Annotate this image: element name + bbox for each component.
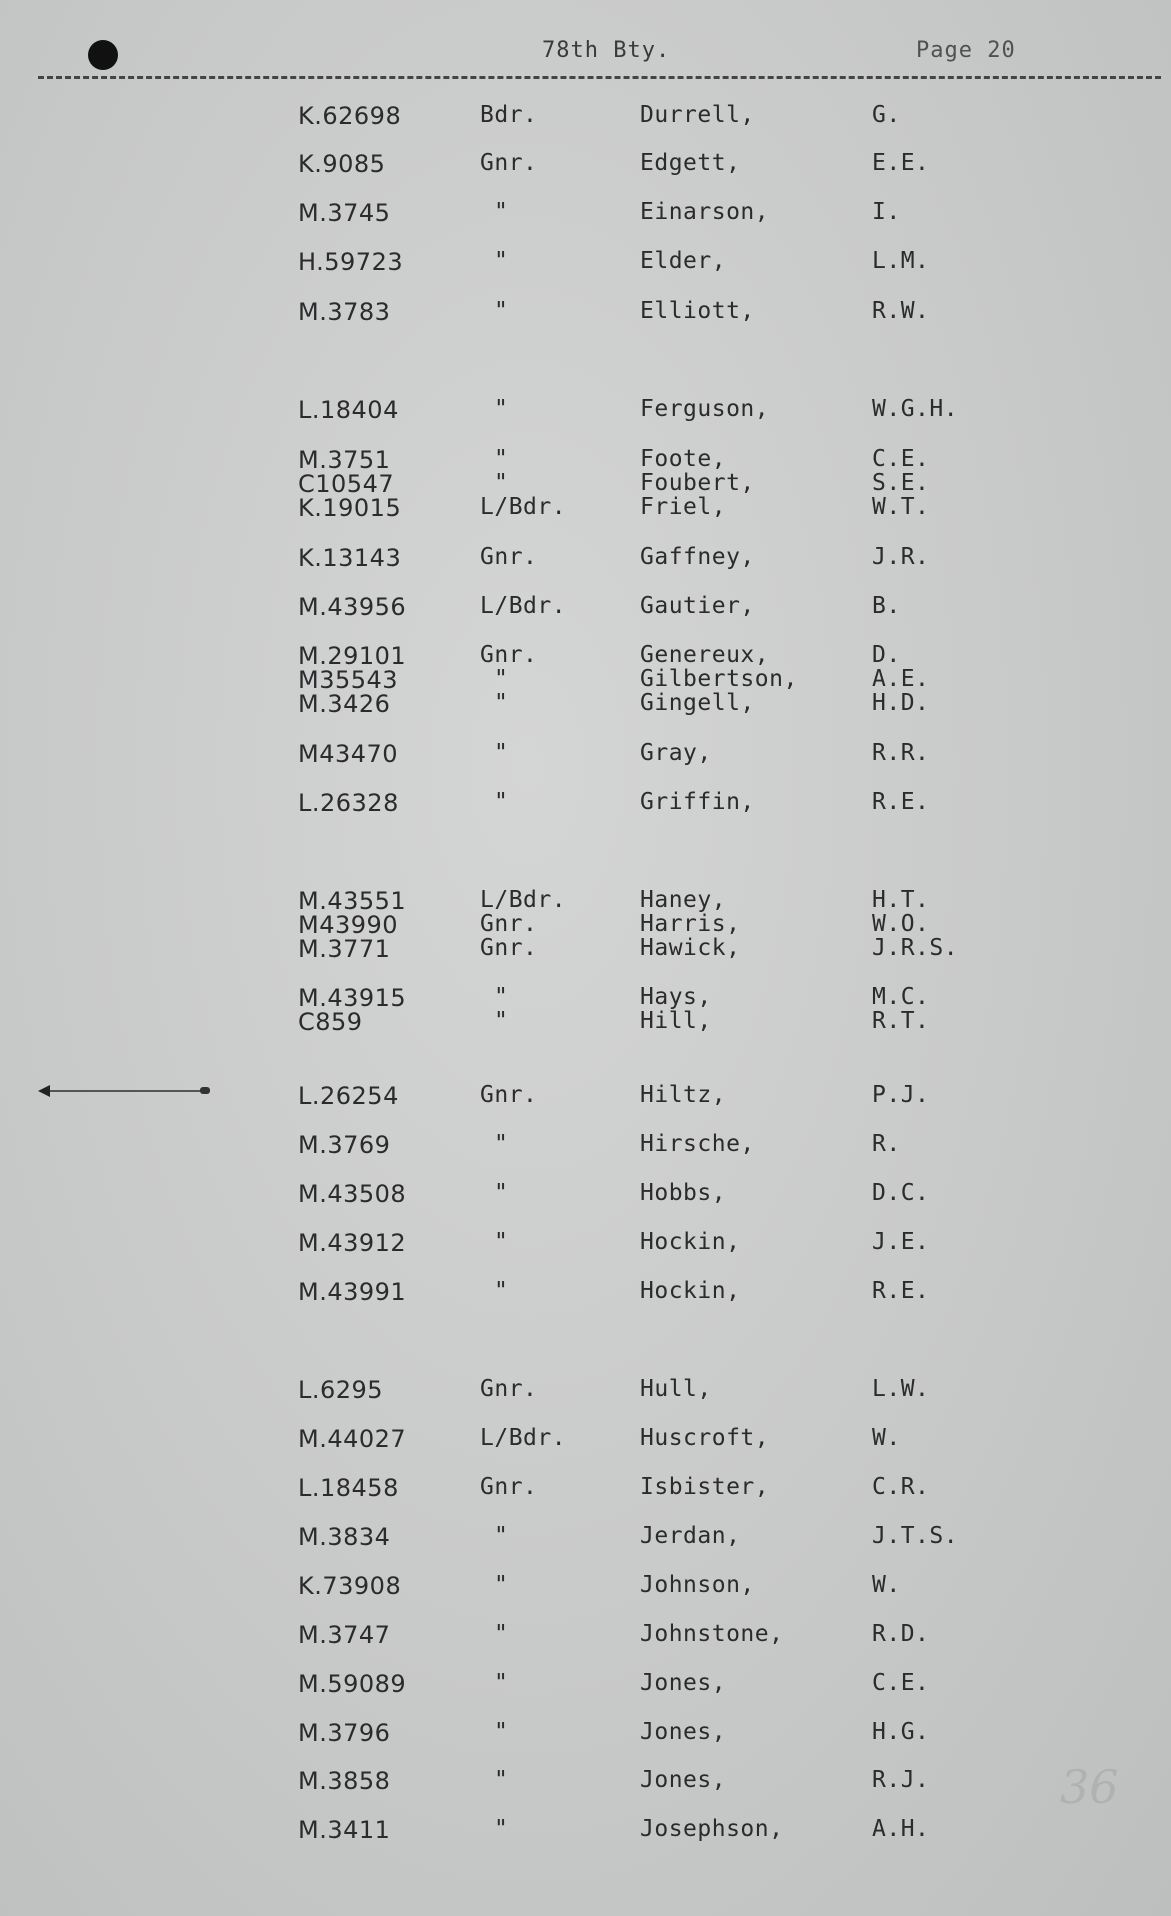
initials: R.T.: [872, 1008, 930, 1034]
roster-row: [0, 1278, 1171, 1304]
initials: G.: [872, 102, 901, 128]
surname: Gilbertson,: [640, 666, 798, 692]
initials: H.T.: [872, 887, 930, 913]
roster-row: [0, 887, 1171, 913]
initials: A.E.: [872, 666, 930, 692]
rank: L/Bdr.: [480, 887, 567, 913]
service-number: L.26328: [298, 789, 399, 817]
page-number: Page 20: [916, 38, 1016, 63]
rank: ": [494, 470, 509, 496]
surname: Friel,: [640, 494, 727, 520]
surname: Hays,: [640, 984, 712, 1010]
initials: R.J.: [872, 1767, 930, 1793]
surname: Elder,: [640, 248, 727, 274]
service-number: M.3783: [298, 298, 391, 326]
rank: Gnr.: [480, 911, 538, 937]
roster-row: [0, 935, 1171, 961]
service-number: M.3411: [298, 1816, 391, 1844]
rank: Gnr.: [480, 642, 538, 668]
service-number: C859: [298, 1008, 363, 1036]
rank: ": [494, 1008, 509, 1034]
service-number: M35543: [298, 666, 399, 694]
initials: B.: [872, 593, 901, 619]
rank: ": [494, 984, 509, 1010]
rank: ": [494, 396, 509, 422]
roster-row: [0, 1008, 1171, 1034]
rank: ": [494, 1131, 509, 1157]
initials: C.R.: [872, 1474, 930, 1500]
roster-row: [0, 1670, 1171, 1696]
surname: Foote,: [640, 446, 727, 472]
initials: L.M.: [872, 248, 930, 274]
initials: R.D.: [872, 1621, 930, 1647]
service-number: L.18458: [298, 1474, 399, 1502]
initials: H.G.: [872, 1719, 930, 1745]
roster-row: [0, 1474, 1171, 1500]
service-number: M.3426: [298, 690, 391, 718]
rank: L/Bdr.: [480, 593, 567, 619]
initials: J.R.S.: [872, 935, 959, 961]
rank: L/Bdr.: [480, 1425, 567, 1451]
initials: P.J.: [872, 1082, 930, 1108]
initials: R.E.: [872, 789, 930, 815]
initials: H.D.: [872, 690, 930, 716]
initials: J.E.: [872, 1229, 930, 1255]
service-number: M.44027: [298, 1425, 407, 1453]
roster-row: [0, 690, 1171, 716]
initials: R.W.: [872, 298, 930, 324]
surname: Hirsche,: [640, 1131, 755, 1157]
service-number: K.73908: [298, 1572, 402, 1600]
roster-row: [0, 1572, 1171, 1598]
header-dashed-rule: [38, 76, 1161, 79]
service-number: M.3745: [298, 199, 391, 227]
rank: Gnr.: [480, 935, 538, 961]
rank: Gnr.: [480, 1376, 538, 1402]
rank: ": [494, 740, 509, 766]
rank: Gnr.: [480, 1082, 538, 1108]
initials: W.O.: [872, 911, 930, 937]
initials: A.H.: [872, 1816, 930, 1842]
roster-row: [0, 666, 1171, 692]
service-number: M.43956: [298, 593, 407, 621]
surname: Durrell,: [640, 102, 755, 128]
surname: Hull,: [640, 1376, 712, 1402]
roster-row: [0, 1719, 1171, 1745]
surname: Jones,: [640, 1670, 727, 1696]
rank: ": [494, 1229, 509, 1255]
surname: Johnstone,: [640, 1621, 784, 1647]
roster-row: [0, 150, 1171, 176]
surname: Ferguson,: [640, 396, 770, 422]
roster-row: [0, 544, 1171, 570]
surname: Elliott,: [640, 298, 755, 324]
roster-row: [0, 1229, 1171, 1255]
punch-hole: [88, 40, 118, 70]
initials: W.: [872, 1425, 901, 1451]
roster-row: [0, 740, 1171, 766]
roster-row: [0, 789, 1171, 815]
surname: Jones,: [640, 1719, 727, 1745]
service-number: M.3858: [298, 1767, 391, 1795]
service-number: M.29101: [298, 642, 407, 670]
rank: Bdr.: [480, 102, 538, 128]
margin-note: 36: [1060, 1760, 1119, 1814]
service-number: K.13143: [298, 544, 402, 572]
roster-row: [0, 642, 1171, 668]
initials: J.T.S.: [872, 1523, 959, 1549]
service-number: M.3747: [298, 1621, 391, 1649]
service-number: M.43508: [298, 1180, 407, 1208]
initials: C.E.: [872, 446, 930, 472]
roster-row: [0, 199, 1171, 225]
rank: ": [494, 1180, 509, 1206]
surname: Einarson,: [640, 199, 770, 225]
rank: ": [494, 1816, 509, 1842]
rank: Gnr.: [480, 1474, 538, 1500]
service-number: M.59089: [298, 1670, 407, 1698]
service-number: M.3834: [298, 1523, 391, 1551]
surname: Hill,: [640, 1008, 712, 1034]
roster-row: [0, 1180, 1171, 1206]
roster-row: [0, 593, 1171, 619]
rank: ": [494, 690, 509, 716]
initials: C.E.: [872, 1670, 930, 1696]
service-number: M.43915: [298, 984, 407, 1012]
initials: W.: [872, 1572, 901, 1598]
initials: S.E.: [872, 470, 930, 496]
initials: R.E.: [872, 1278, 930, 1304]
rank: ": [494, 1278, 509, 1304]
surname: Hockin,: [640, 1229, 741, 1255]
initials: E.E.: [872, 150, 930, 176]
roster-row: [0, 470, 1171, 496]
roster-row: [0, 1621, 1171, 1647]
initials: R.R.: [872, 740, 930, 766]
surname: Hawick,: [640, 935, 741, 961]
roster-row: [0, 1082, 1171, 1108]
rank: ": [494, 446, 509, 472]
initials: I.: [872, 199, 901, 225]
surname: Hockin,: [640, 1278, 741, 1304]
roster-row: [0, 984, 1171, 1010]
rank: Gnr.: [480, 544, 538, 570]
service-number: M.3769: [298, 1131, 391, 1159]
service-number: L.18404: [298, 396, 399, 424]
rank: L/Bdr.: [480, 494, 567, 520]
surname: Foubert,: [640, 470, 755, 496]
service-number: C10547: [298, 470, 395, 498]
rank: ": [494, 1621, 509, 1647]
rank: Gnr.: [480, 150, 538, 176]
service-number: K.19015: [298, 494, 402, 522]
rank: ": [494, 789, 509, 815]
service-number: M.3771: [298, 935, 391, 963]
initials: D.: [872, 642, 901, 668]
surname: Gautier,: [640, 593, 755, 619]
service-number: M.43551: [298, 887, 407, 915]
initials: D.C.: [872, 1180, 930, 1206]
rank: ": [494, 1719, 509, 1745]
service-number: M.3796: [298, 1719, 391, 1747]
surname: Johnson,: [640, 1572, 755, 1598]
surname: Griffin,: [640, 789, 755, 815]
roster-row: [0, 248, 1171, 274]
service-number: K.62698: [298, 102, 402, 130]
roster-row: [0, 1425, 1171, 1451]
service-number: M.43991: [298, 1278, 407, 1306]
service-number: M.3751: [298, 446, 391, 474]
roster-row: [0, 1376, 1171, 1402]
surname: Edgett,: [640, 150, 741, 176]
surname: Josephson,: [640, 1816, 784, 1842]
surname: Gray,: [640, 740, 712, 766]
surname: Haney,: [640, 887, 727, 913]
initials: J.R.: [872, 544, 930, 570]
roster-row: [0, 102, 1171, 128]
service-number: M43990: [298, 911, 399, 939]
service-number: M43470: [298, 740, 399, 768]
initials: M.C.: [872, 984, 930, 1010]
service-number: L.26254: [298, 1082, 399, 1110]
rank: ": [494, 1670, 509, 1696]
initials: R.: [872, 1131, 901, 1157]
roster-row: [0, 1767, 1171, 1793]
initials: L.W.: [872, 1376, 930, 1402]
rank: ": [494, 1767, 509, 1793]
service-number: L.6295: [298, 1376, 384, 1404]
service-number: H.59723: [298, 248, 404, 276]
surname: Gaffney,: [640, 544, 755, 570]
service-number: K.9085: [298, 150, 386, 178]
surname: Jerdan,: [640, 1523, 741, 1549]
surname: Jones,: [640, 1767, 727, 1793]
initials: W.T.: [872, 494, 930, 520]
rank: ": [494, 1572, 509, 1598]
rank: ": [494, 1523, 509, 1549]
surname: Gingell,: [640, 690, 755, 716]
surname: Harris,: [640, 911, 741, 937]
roster-row: [0, 1131, 1171, 1157]
initials: W.G.H.: [872, 396, 959, 422]
surname: Genereux,: [640, 642, 770, 668]
arrow-mark-icon: [40, 1090, 210, 1092]
roster-row: [0, 396, 1171, 422]
rank: ": [494, 298, 509, 324]
roster-row: [0, 298, 1171, 324]
roster-row: [0, 494, 1171, 520]
roster-row: [0, 911, 1171, 937]
roster-row: [0, 1523, 1171, 1549]
rank: ": [494, 666, 509, 692]
roster-row: [0, 1816, 1171, 1842]
rank: ": [494, 199, 509, 225]
surname: Hiltz,: [640, 1082, 727, 1108]
battery-title: 78th Bty.: [542, 38, 671, 63]
rank: ": [494, 248, 509, 274]
surname: Isbister,: [640, 1474, 770, 1500]
service-number: M.43912: [298, 1229, 407, 1257]
surname: Huscroft,: [640, 1425, 770, 1451]
surname: Hobbs,: [640, 1180, 727, 1206]
roster-row: [0, 446, 1171, 472]
